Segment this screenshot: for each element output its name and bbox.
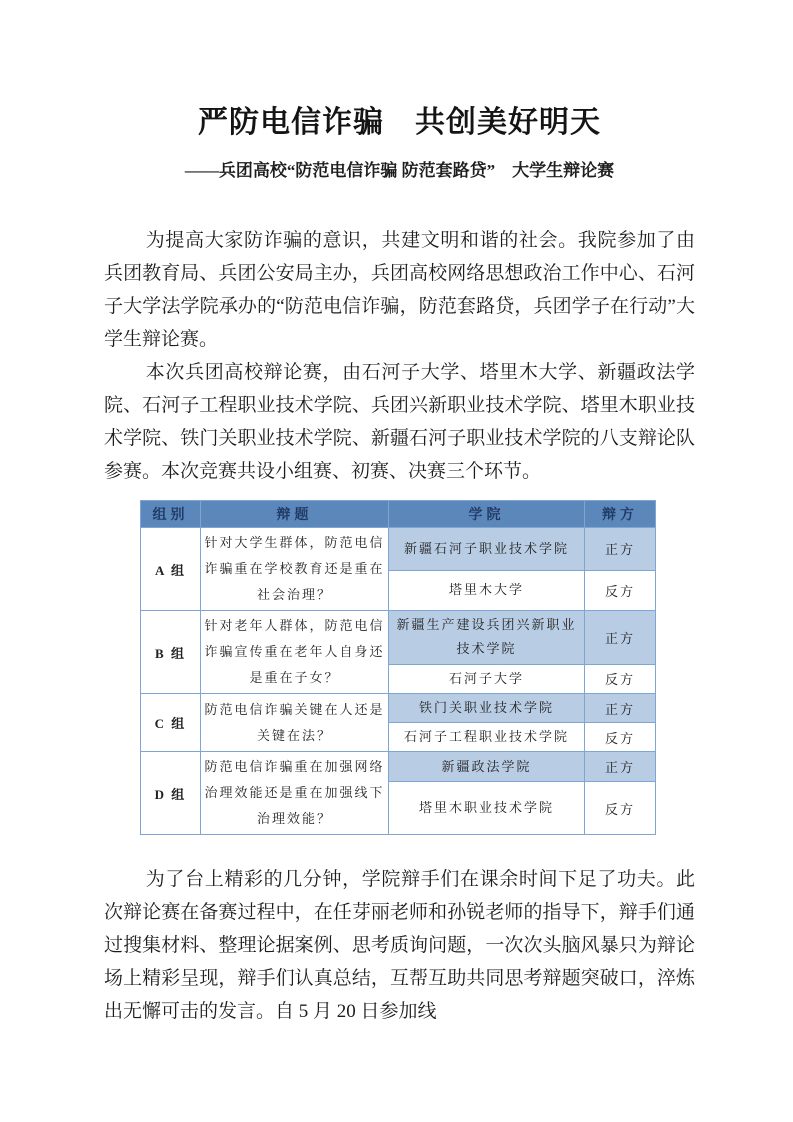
school-cell-con: 塔里木大学 [389,570,585,610]
school-cell-con: 石河子工程职业技术学院 [389,723,585,752]
paragraph-intro: 为提高大家防诈骗的意识，共建文明和谐的社会。我院参加了由兵团教育局、兵团公安局主办，兵团高校网络思想政治工作中心、石河子大学法学院承办的“防范电信诈骗，防范套路贷，兵团学子在行动”大学生辩论赛。 [104,230,695,350]
debate-groups-table [140,500,656,835]
school-cell-con: 石河子大学 [389,664,585,693]
school-cell-pro: 新疆石河子职业技术学院 [389,528,585,571]
side-cell-con: 反方 [585,570,656,610]
side-cell-con: 反方 [585,723,656,752]
paragraph-preparation: 为了台上精彩的几分钟，学院辩手们在课余时间下足了功夫。此次辩论赛在备赛过程中，在任芽丽老师和孙锐老师的指导下，辩手们通过搜集材料、整理论据案例、思考质询问题，一次次头脑风暴只为辩论场上精彩呈现，辩手们认真总结，互帮互助共同思考辩题突破口，淬炼出无懈可击的发言。自 5 月 20 日参加线 [104,869,695,1022]
side-cell-con: 反方 [585,664,656,693]
side-cell-con: 反方 [585,782,656,835]
header-cell-school: 学院 [389,501,585,528]
header-cell-group: 组别 [141,501,201,528]
header-cell-side: 辩方 [585,501,656,528]
side-cell-pro: 正方 [585,611,656,665]
header-cell-question: 辩题 [201,501,389,528]
table-header-row [141,501,656,528]
group-label-cell: A 组 [141,528,201,611]
side-cell-pro: 正方 [585,752,656,782]
document-title: 严防电信诈骗 共创美好明天 [198,106,601,139]
document-content [104,0,695,1028]
school-cell-pro: 铁门关职业技术学院 [389,694,585,723]
group-label-cell: B 组 [141,611,201,694]
paragraph-participants: 本次兵团高校辩论赛，由石河子大学、塔里木大学、新疆政法学院、石河子工程职业技术学院、兵团兴新职业技术学院、塔里木职业技术学院、铁门关职业技术学院、新疆石河子职业技术学院的八支辩论队参赛。本次竞赛共设小组赛、初赛、决赛三个环节。 [104,362,695,482]
question-cell: 防范电信诈骗关键在人还是关键在法？ [201,694,389,752]
question-cell: 防范电信诈骗重在加强网络治理效能还是重在加强线下治理效能？ [201,752,389,835]
table-row-group-c-pro [141,694,656,723]
group-label-cell: C 组 [141,694,201,752]
school-cell-pro: 新疆生产建设兵团兴新职业技术学院 [389,611,585,665]
group-label-cell: D 组 [141,752,201,835]
question-cell: 针对大学生群体，防范电信诈骗重在学校教育还是重在社会治理？ [201,528,389,611]
side-cell-pro: 正方 [585,528,656,571]
school-cell-pro: 新疆政法学院 [389,752,585,782]
document-subtitle: ——兵团高校“防范电信诈骗 防范套路贷” 大学生辩论赛 [184,161,615,180]
question-cell: 针对老年人群体，防范电信诈骗宣传重在老年人自身还是重在子女？ [201,611,389,694]
table-row-group-d-pro [141,752,656,782]
table-row-group-a-pro [141,528,656,571]
table-row-group-b-pro [141,611,656,665]
side-cell-pro: 正方 [585,694,656,723]
school-cell-con: 塔里木职业技术学院 [389,782,585,835]
